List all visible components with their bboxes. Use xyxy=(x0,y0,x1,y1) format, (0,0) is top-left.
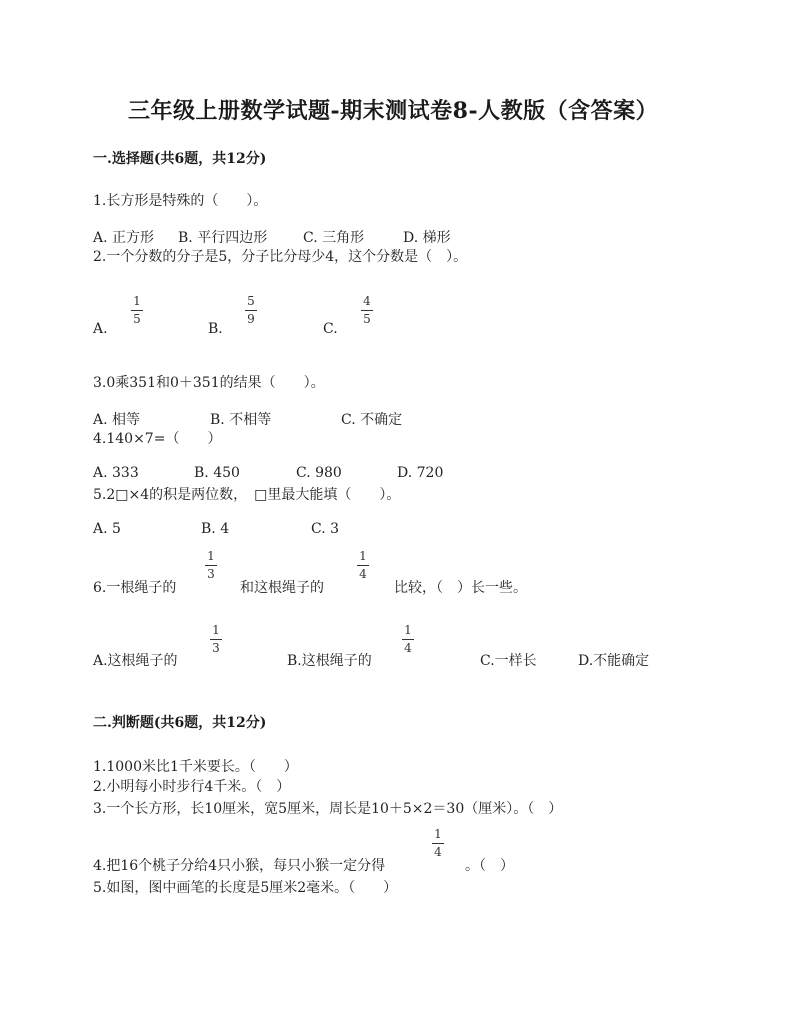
judgement-4-fraction xyxy=(432,828,444,859)
judgement-4-tail: 。（ ） xyxy=(465,858,514,874)
question-5-text: 5.2□×4的积是两位数， □里最大能填（ ）。 xyxy=(93,487,401,503)
fraction-bar xyxy=(210,639,222,640)
fraction-denominator: 4 xyxy=(404,641,412,655)
q6-fraction-2 xyxy=(357,550,369,581)
judgement-2-text: 2.小明每小时步行4千米。（ ） xyxy=(93,779,291,795)
fraction-denominator: 5 xyxy=(363,312,371,326)
q5-option-c: C. 3 xyxy=(311,521,340,537)
q6-option-c: C.一样长 xyxy=(480,653,537,669)
fraction-numerator: 1 xyxy=(359,549,367,563)
q6-fraction-1 xyxy=(205,550,217,581)
judgement-5-text: 5.如图，图中画笔的长度是5厘米2毫米。（ ） xyxy=(93,880,398,896)
q5-option-b: B. 4 xyxy=(201,521,230,537)
fraction-bar xyxy=(432,843,444,844)
q6-option-d: D.不能确定 xyxy=(578,653,650,669)
fraction-bar xyxy=(402,639,414,640)
question-3-text: 3.0乘351和0＋351的结果（ ）。 xyxy=(93,375,325,391)
q5-option-a: A. 5 xyxy=(93,521,121,537)
fraction-bar xyxy=(131,310,143,311)
q2-option-b-fraction xyxy=(245,295,257,326)
fraction-denominator: 4 xyxy=(359,567,367,581)
fraction-denominator: 3 xyxy=(207,567,215,581)
section-header-judgement: 二.判断题(共6题，共12分) xyxy=(93,715,267,731)
fraction-numerator: 1 xyxy=(404,623,412,637)
q2-option-a-fraction xyxy=(131,295,143,326)
q4-option-a: A. 333 xyxy=(93,465,139,481)
q1-option-d: D. 梯形 xyxy=(403,230,451,246)
fraction-bar xyxy=(245,310,257,311)
q6-option-a: A.这根绳子的 xyxy=(93,653,178,669)
question-4-text: 4.140×7=（ ） xyxy=(93,431,222,447)
q3-option-a: A. 相等 xyxy=(93,412,141,428)
q2-option-c-label: C. xyxy=(323,321,338,337)
fraction-denominator: 5 xyxy=(133,312,141,326)
q2-option-b-label: B. xyxy=(208,321,223,337)
question-6-part1: 6.一根绳子的 xyxy=(93,580,177,596)
fraction-numerator: 5 xyxy=(247,294,255,308)
fraction-bar xyxy=(357,565,369,566)
fraction-numerator: 1 xyxy=(434,827,442,841)
question-1-text: 1.长方形是特殊的（ ）。 xyxy=(93,193,268,209)
q6-option-a-fraction xyxy=(210,624,222,655)
judgement-3-text: 3.一个长方形，长10厘米，宽5厘米，周长是10＋5×2＝30（厘米）。（ ） xyxy=(93,801,563,817)
judgement-1-text: 1.1000米比1千米要长。（ ） xyxy=(93,759,298,775)
fraction-denominator: 3 xyxy=(212,641,220,655)
fraction-denominator: 4 xyxy=(434,845,442,859)
q6-option-b: B.这根绳子的 xyxy=(287,653,372,669)
fraction-numerator: 1 xyxy=(212,623,220,637)
fraction-bar xyxy=(361,310,373,311)
fraction-denominator: 9 xyxy=(247,312,255,326)
question-2-text: 2.一个分数的分子是5，分子比分母少4，这个分数是（ ）。 xyxy=(93,249,468,265)
q4-option-c: C. 980 xyxy=(296,465,342,481)
q4-option-d: D. 720 xyxy=(397,465,444,481)
fraction-numerator: 1 xyxy=(207,549,215,563)
q1-option-b: B. 平行四边形 xyxy=(178,230,268,246)
q4-option-b: B. 450 xyxy=(194,465,240,481)
page-title: 三年级上册数学试题-期末测试卷8-人教版（含答案） xyxy=(128,98,659,124)
q3-option-c: C. 不确定 xyxy=(341,412,403,428)
q1-option-a: A. 正方形 xyxy=(93,230,155,246)
section-header-choice: 一.选择题(共6题，共12分) xyxy=(93,151,267,167)
question-6-part3: 比较，（ ）长一些。 xyxy=(394,580,527,596)
fraction-bar xyxy=(205,565,217,566)
q1-option-c: C. 三角形 xyxy=(303,230,365,246)
fraction-numerator: 4 xyxy=(363,294,371,308)
q2-option-c-fraction xyxy=(361,295,373,326)
question-6-part2: 和这根绳子的 xyxy=(240,580,324,596)
judgement-4-text: 4.把16个桃子分给4只小猴，每只小猴一定分得 xyxy=(93,858,386,874)
q2-option-a-label: A. xyxy=(93,321,108,337)
fraction-numerator: 1 xyxy=(133,294,141,308)
q6-option-b-fraction xyxy=(402,624,414,655)
q3-option-b: B. 不相等 xyxy=(210,412,272,428)
